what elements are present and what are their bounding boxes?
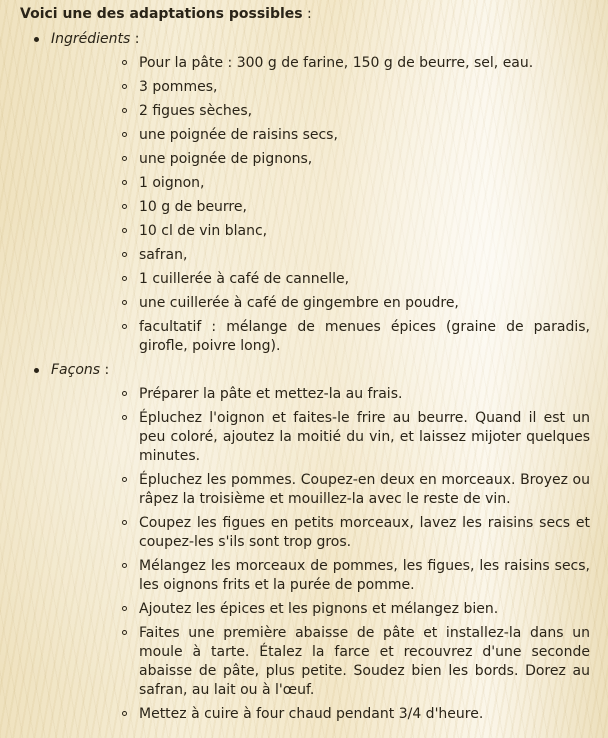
section-ingredients [34, 30, 590, 356]
list-item [122, 471, 590, 509]
list-item-text: 1 oignon, [139, 175, 205, 191]
list-item [122, 150, 590, 169]
list-item [122, 198, 590, 217]
section-label: Ingrédients [51, 31, 131, 47]
bullet-circle-icon [122, 606, 127, 611]
list-item [122, 174, 590, 193]
ingredients-list [51, 54, 590, 356]
intro-suffix: : [302, 6, 312, 22]
list-item [122, 294, 590, 313]
list-item-text: Épluchez les pommes. Coupez-en deux en morceaux. Broyez ou râpez la troisième et mouillez-la avec le reste de vin. [139, 472, 590, 507]
bullet-circle-icon [122, 84, 127, 89]
bullet-circle-icon [122, 204, 127, 209]
list-item-text: Mettez à cuire à four chaud pendant 3/4 d'heure. [139, 706, 484, 722]
list-item-text: Pour la pâte : 300 g de farine, 150 g de beurre, sel, eau. [139, 55, 534, 71]
bullet-circle-icon [122, 60, 127, 65]
list-item [122, 385, 590, 404]
list-item [122, 557, 590, 595]
list-item-text: 3 pommes, [139, 79, 218, 95]
bullet-circle-icon [122, 252, 127, 257]
list-item [122, 705, 590, 724]
list-item [122, 514, 590, 552]
intro-heading: Voici une des adaptations possibles [20, 6, 303, 22]
section-label: Façons [51, 362, 101, 378]
bullet-disc-icon [34, 368, 39, 373]
bullet-circle-icon [122, 415, 127, 420]
list-item [122, 54, 590, 73]
bullet-circle-icon [122, 630, 127, 635]
list-item-text: Mélangez les morceaux de pommes, les figues, les raisins secs, les oignons frits et la purée de pomme. [139, 558, 590, 593]
bullet-disc-icon [34, 37, 39, 42]
list-item-text: safran, [139, 247, 188, 263]
bullet-circle-icon [122, 132, 127, 137]
section-suffix: : [130, 31, 140, 47]
list-item [122, 270, 590, 289]
list-item-text: Faites une première abaisse de pâte et installez-la dans un moule à tarte. Étalez la farce et recouvrez d'une seconde abaisse de pâte, plus petite. Soudez bien les bords. Dorez au safran, au lait ou à l'œuf. [139, 625, 590, 698]
list-item-text: une poignée de pignons, [139, 151, 313, 167]
bullet-circle-icon [122, 477, 127, 482]
list-item-text: une cuillerée à café de gingembre en poudre, [139, 295, 459, 311]
bullet-circle-icon [122, 324, 127, 329]
recipe-sections [20, 30, 590, 724]
section-suffix: : [100, 362, 110, 378]
bullet-circle-icon [122, 156, 127, 161]
list-item-text: 1 cuillerée à café de cannelle, [139, 271, 350, 287]
list-item [122, 409, 590, 466]
list-item-text: Coupez les figues en petits morceaux, lavez les raisins secs et coupez-les s'ils sont trop gros. [139, 515, 590, 550]
list-item-text: Épluchez l'oignon et faites-le frire au beurre. Quand il est un peu coloré, ajoutez la moitié du vin, et laissez mijoter quelques minutes. [139, 410, 590, 464]
bullet-circle-icon [122, 300, 127, 305]
list-item-text: 2 figues sèches, [139, 103, 253, 119]
list-item-text: une poignée de raisins secs, [139, 127, 338, 143]
bullet-circle-icon [122, 228, 127, 233]
list-item-text: Ajoutez les épices et les pignons et mélangez bien. [139, 601, 499, 617]
bullet-circle-icon [122, 108, 127, 113]
list-item-text: 10 cl de vin blanc, [139, 223, 268, 239]
list-item [122, 78, 590, 97]
list-item [122, 102, 590, 121]
list-item [122, 600, 590, 619]
bullet-circle-icon [122, 520, 127, 525]
list-item [122, 222, 590, 241]
bullet-circle-icon [122, 711, 127, 716]
list-item-text: Préparer la pâte et mettez-la au frais. [139, 386, 403, 402]
bullet-circle-icon [122, 180, 127, 185]
list-item-text: facultatif : mélange de menues épices (graine de paradis, girofle, poivre long). [139, 319, 590, 354]
intro-line [20, 4, 590, 24]
list-item [122, 624, 590, 700]
bullet-circle-icon [122, 276, 127, 281]
bullet-circle-icon [122, 563, 127, 568]
list-item [122, 318, 590, 356]
list-item [122, 246, 590, 265]
list-item-text: 10 g de beurre, [139, 199, 247, 215]
section-steps [34, 361, 590, 724]
steps-list [51, 385, 590, 724]
bullet-circle-icon [122, 391, 127, 396]
list-item [122, 126, 590, 145]
